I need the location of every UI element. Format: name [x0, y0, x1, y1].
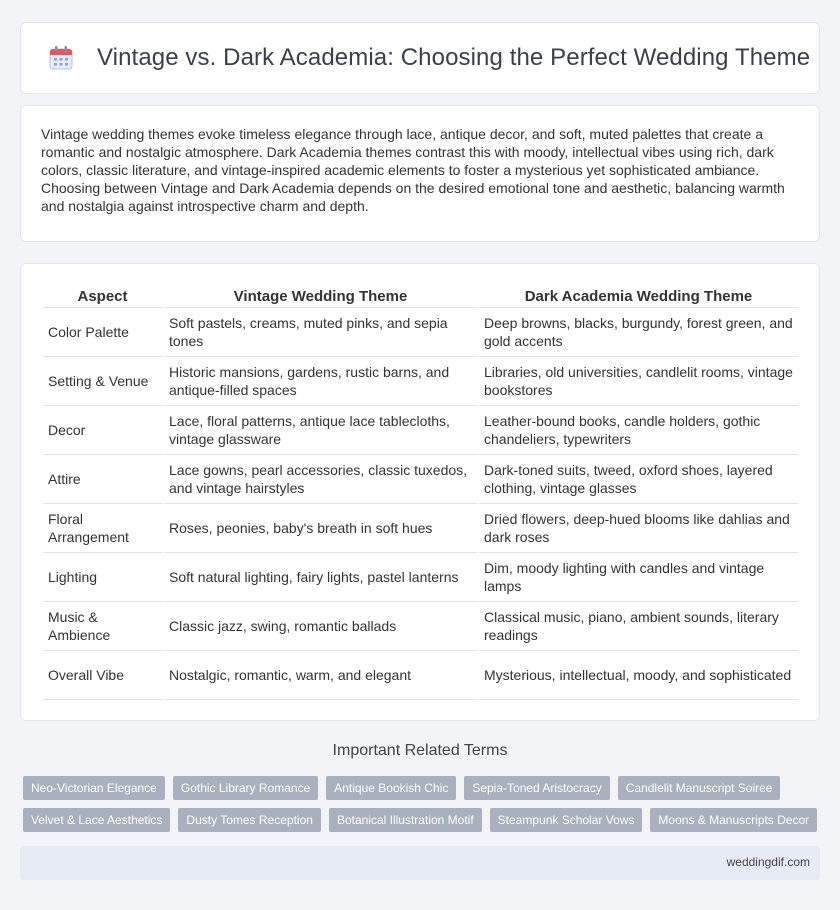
intro-paragraph: Vintage wedding themes evoke timeless elegance through lace, antique decor, and soft, muted palettes that create a romantic and nostalgic atmosphere. Dark Academia themes contrast this with moody, intellectual vibes using rich, dark colors, classic literature, and vintage-inspired academic elements to foster a mysterious yet sophisticated ambiance. Choosing between Vintage and Dark Academia depends on the desired emotional tone and aesthetic, balancing warmth and nostalgia against introspective charm and depth.: [41, 126, 785, 214]
table-header-row: [43, 286, 798, 307]
related-tags-row-2: [23, 808, 825, 832]
table-row: [43, 454, 798, 503]
comparison-table-card: [20, 263, 820, 721]
header-card: [20, 22, 820, 94]
related-tag[interactable]: Moons & Manuscripts Decor: [650, 808, 817, 832]
cell-aspect: Color Palette: [43, 307, 163, 356]
cell-aspect: Music & Ambience: [43, 601, 163, 650]
related-tag[interactable]: Neo-Victorian Elegance: [23, 776, 165, 800]
cell-vintage: Soft natural lighting, fairy lights, pastel lanterns: [163, 552, 478, 601]
cell-dark-academia: Deep browns, blacks, burgundy, forest green, and gold accents: [478, 307, 798, 356]
intro-card: [20, 105, 820, 242]
table-row: [43, 356, 798, 405]
cell-vintage: Roses, peonies, baby's breath in soft hues: [163, 503, 478, 552]
related-tag[interactable]: Antique Bookish Chic: [326, 776, 456, 800]
cell-dark-academia: Libraries, old universities, candlelit rooms, vintage bookstores: [478, 356, 798, 405]
table-row: [43, 650, 798, 699]
footer-site-name[interactable]: weddingdif.com: [726, 855, 810, 869]
footer-bar: [20, 846, 820, 880]
cell-dark-academia: Dark-toned suits, tweed, oxford shoes, layered clothing, vintage glasses: [478, 454, 798, 503]
cell-vintage: Historic mansions, gardens, rustic barns, and antique-filled spaces: [163, 356, 478, 405]
comparison-table: [43, 286, 798, 700]
cell-vintage: Classic jazz, swing, romantic ballads: [163, 601, 478, 650]
cell-dark-academia: Mysterious, intellectual, moody, and sophisticated: [478, 650, 798, 699]
cell-vintage: Lace, floral patterns, antique lace tablecloths, vintage glassware: [163, 405, 478, 454]
related-terms-title: Important Related Terms: [332, 742, 508, 759]
table-row: [43, 552, 798, 601]
related-tag[interactable]: Candlelit Manuscript Soiree: [618, 776, 781, 800]
cell-dark-academia: Leather-bound books, candle holders, gothic chandeliers, typewriters: [478, 405, 798, 454]
cell-aspect: Setting & Venue: [43, 356, 163, 405]
cell-aspect: Floral Arrangement: [43, 503, 163, 552]
cell-aspect: Decor: [43, 405, 163, 454]
cell-dark-academia: Classical music, piano, ambient sounds, literary readings: [478, 601, 798, 650]
cell-vintage: Lace gowns, pearl accessories, classic tuxedos, and vintage hairstyles: [163, 454, 478, 503]
header-vintage: Vintage Wedding Theme: [163, 286, 478, 307]
related-tag[interactable]: Steampunk Scholar Vows: [490, 808, 643, 832]
page-title: Vintage vs. Dark Academia: Choosing the Perfect Wedding Theme: [97, 44, 811, 71]
table-row: [43, 307, 798, 356]
header-dark-academia: Dark Academia Wedding Theme: [478, 286, 798, 307]
table-row: [43, 503, 798, 552]
related-tag[interactable]: Velvet & Lace Aesthetics: [23, 808, 170, 832]
header-aspect: Aspect: [43, 286, 163, 307]
cell-dark-academia: Dim, moody lighting with candles and vintage lamps: [478, 552, 798, 601]
cell-aspect: Attire: [43, 454, 163, 503]
related-tag[interactable]: Dusty Tomes Reception: [178, 808, 321, 832]
related-tags-row-1: [23, 776, 788, 800]
cell-aspect: Overall Vibe: [43, 650, 163, 699]
table-row: [43, 601, 798, 650]
cell-vintage: Nostalgic, romantic, warm, and elegant: [163, 650, 478, 699]
cell-vintage: Soft pastels, creams, muted pinks, and sepia tones: [163, 307, 478, 356]
calendar-icon: [47, 44, 75, 72]
cell-dark-academia: Dried flowers, deep-hued blooms like dahlias and dark roses: [478, 503, 798, 552]
cell-aspect: Lighting: [43, 552, 163, 601]
related-tag[interactable]: Sepia-Toned Aristocracy: [464, 776, 609, 800]
related-tag[interactable]: Botanical Illustration Motif: [329, 808, 482, 832]
related-tag[interactable]: Gothic Library Romance: [173, 776, 318, 800]
table-row: [43, 405, 798, 454]
